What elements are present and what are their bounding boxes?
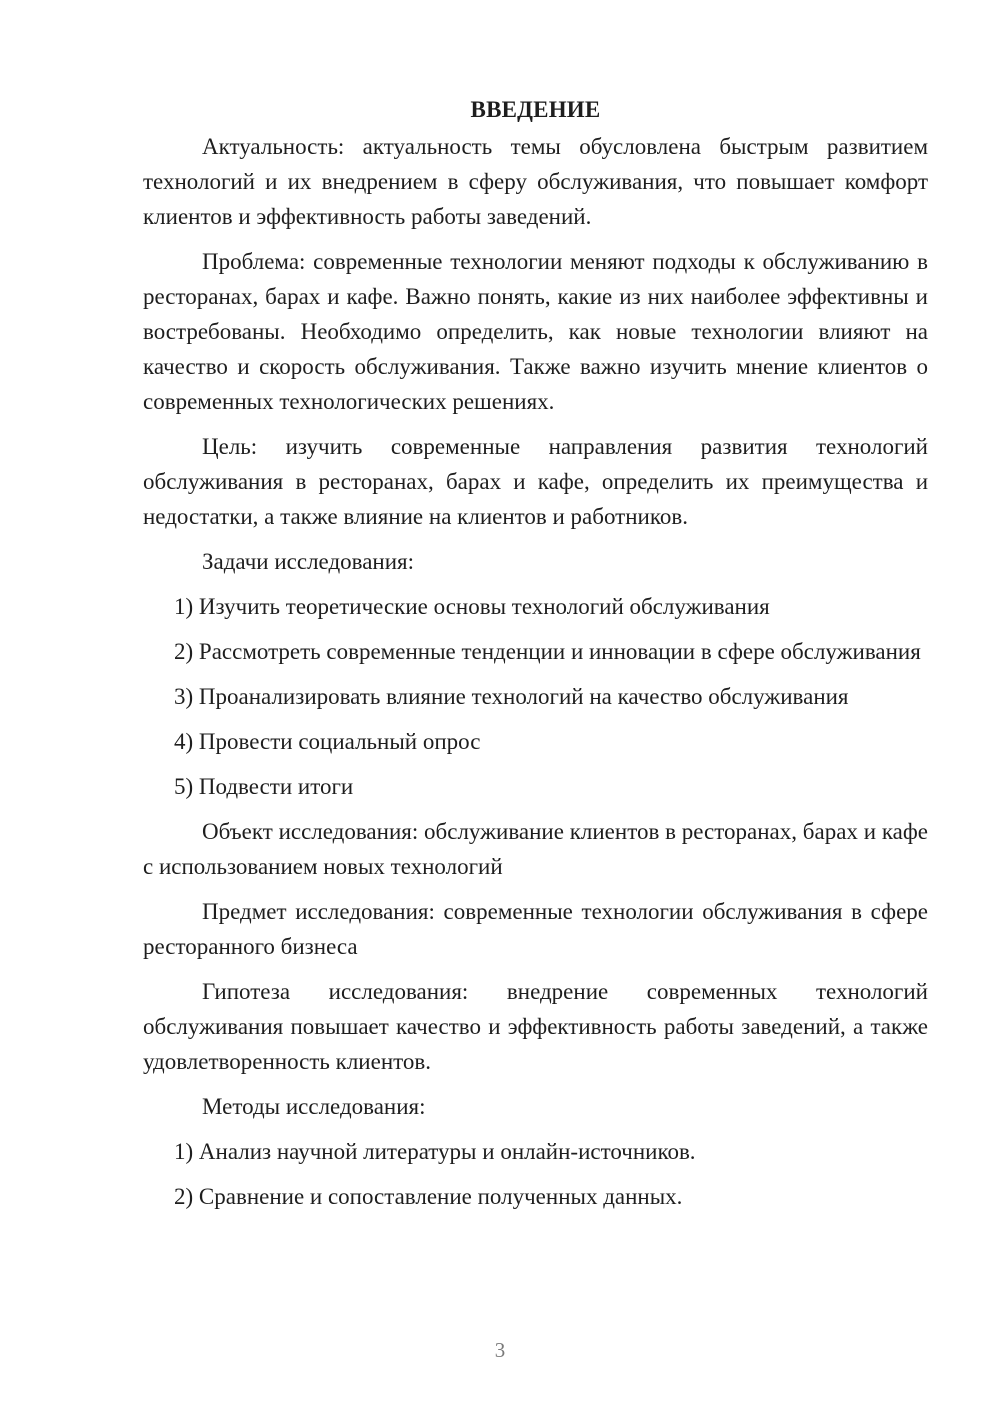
section-title: ВВЕДЕНИЕ — [470, 97, 601, 122]
task-item: 2) Рассмотреть современные тенденции и инновации в сфере обслуживания — [174, 639, 921, 664]
method-item: 1) Анализ научной литературы и онлайн-источников. — [174, 1139, 696, 1164]
relevance-paragraph: Актуальность: актуальность темы обусловлена быстрым развитием технологий и их внедрением в сферу обслуживания, что повышает комфорт клиентов и эффективность работы заведений. — [143, 134, 928, 229]
problem-paragraph: Проблема: современные технологии меняют подходы к обслуживанию в ресторанах, барах и кафе. Важно понять, какие из них наиболее эффективны и востребованы. Необходимо определить, как новые технологии влияют на качество и скорость обслуживания. Также важно изучить мнение клиентов о современных технологических решениях. — [143, 249, 928, 414]
task-item: 5) Подвести итоги — [174, 774, 354, 799]
method-item: 2) Сравнение и сопоставление полученных данных. — [174, 1184, 683, 1209]
page-content — [143, 92, 928, 1224]
methods-heading: Методы исследования: — [202, 1094, 426, 1119]
tasks-heading: Задачи исследования: — [202, 549, 415, 574]
page-number: 3 — [494, 1338, 506, 1362]
goal-paragraph: Цель: изучить современные направления развития технологий обслуживания в ресторанах, барах и кафе, определить их преимущества и недостатки, а также влияние на клиентов и работников. — [143, 434, 928, 529]
object-paragraph: Объект исследования: обслуживание клиентов в ресторанах, барах и кафе с использованием новых технологий — [143, 819, 928, 879]
subject-paragraph: Предмет исследования: современные технологии обслуживания в сфере ресторанного бизнеса — [143, 899, 928, 959]
task-item: 1) Изучить теоретические основы технологий обслуживания — [174, 594, 770, 619]
task-item: 4) Провести социальный опрос — [174, 729, 481, 754]
task-item: 3) Проанализировать влияние технологий на качество обслуживания — [174, 684, 849, 709]
hypothesis-paragraph: Гипотеза исследования: внедрение современных технологий обслуживания повышает качество и эффективность работы заведений, а также удовлетворенность клиентов. — [143, 979, 928, 1074]
